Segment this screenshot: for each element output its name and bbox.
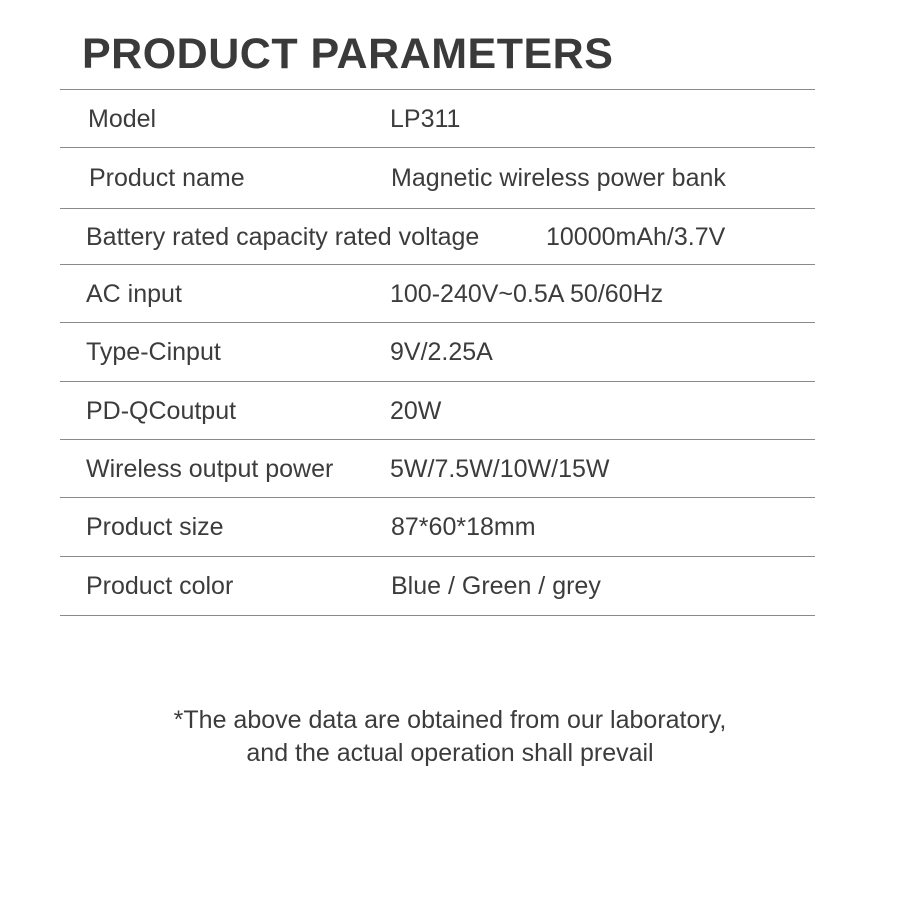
- table-row: [60, 90, 815, 148]
- row-value: Magnetic wireless power bank: [391, 164, 726, 192]
- row-value: 10000mAh/3.7V: [546, 222, 726, 251]
- disclaimer-note: [0, 704, 900, 770]
- table-row: [60, 440, 815, 498]
- row-value: 100-240V~0.5A 50/60Hz: [390, 279, 664, 308]
- disclaimer-line-2: and the actual operation shall prevail: [246, 739, 654, 767]
- row-value: 87*60*18mm: [391, 513, 536, 541]
- table-row: [60, 498, 815, 557]
- row-label: PD-QCoutput: [86, 396, 237, 425]
- disclaimer-line-1: *The above data are obtained from our laboratory,: [173, 706, 727, 734]
- table-row: [60, 557, 815, 616]
- row-label: Product name: [89, 164, 245, 192]
- row-label: Model: [88, 104, 157, 133]
- table-row: [60, 148, 815, 209]
- page-title: PRODUCT PARAMETERS: [82, 30, 614, 78]
- row-label: Wireless output power: [86, 454, 334, 483]
- row-label: Type-Cinput: [86, 338, 221, 366]
- table-row: [60, 323, 815, 382]
- table-row: [60, 209, 815, 265]
- row-label: Product color: [86, 572, 234, 600]
- parameters-table: [60, 89, 815, 616]
- row-label: Battery rated capacity rated voltage: [86, 222, 480, 251]
- table-row: [60, 265, 815, 323]
- row-label: AC input: [86, 279, 182, 308]
- table-row: [60, 382, 815, 440]
- row-value: 9V/2.25A: [390, 338, 493, 366]
- row-value: 20W: [390, 396, 442, 425]
- row-label: Product size: [86, 513, 224, 541]
- row-value: 5W/7.5W/10W/15W: [390, 454, 610, 483]
- row-value: LP311: [390, 104, 461, 133]
- row-value: Blue / Green / grey: [391, 572, 601, 600]
